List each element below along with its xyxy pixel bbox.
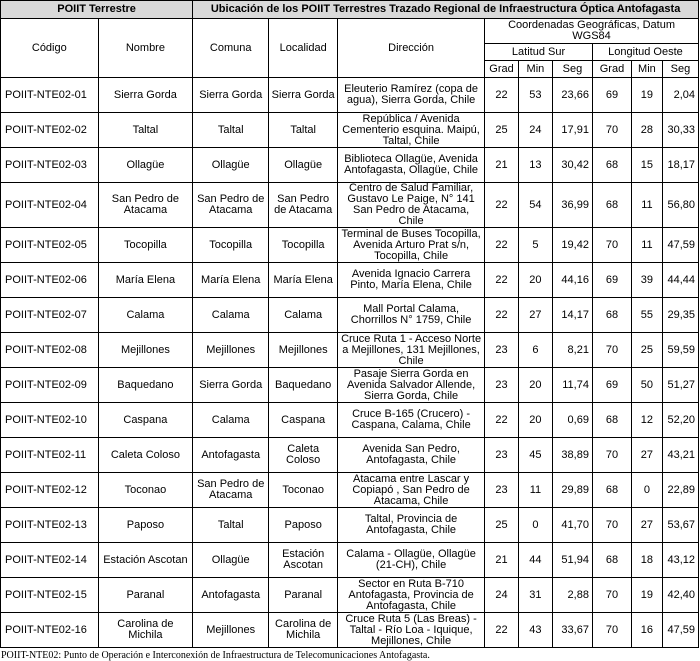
cell-localidad: María Elena xyxy=(269,263,338,298)
cell-codigo: POIIT-NTE02-13 xyxy=(1,508,99,543)
cell-lat-seg: 2,88 xyxy=(552,578,592,613)
cell-lat-min: 53 xyxy=(518,78,552,113)
cell-lat-grad: 21 xyxy=(485,543,519,578)
table-row xyxy=(1,298,699,333)
cell-localidad: Ollagüe xyxy=(269,148,338,183)
cell-lat-min: 13 xyxy=(518,148,552,183)
cell-comuna: Taltal xyxy=(193,113,269,148)
cell-lat-grad: 24 xyxy=(485,578,519,613)
cell-lat-grad: 22 xyxy=(485,613,519,648)
cell-localidad: Caleta Coloso xyxy=(269,438,338,473)
cell-direccion: Pasaje Sierra Gorda en Avenida Salvador Allende, Sierra Gorda, Chile xyxy=(338,368,485,403)
cell-nombre: Paranal xyxy=(98,578,193,613)
cell-lat-grad: 23 xyxy=(485,333,519,368)
col-codigo-header: Código xyxy=(1,19,99,78)
cell-codigo: POIIT-NTE02-01 xyxy=(1,78,99,113)
cell-lat-grad: 23 xyxy=(485,473,519,508)
cell-codigo: POIIT-NTE02-16 xyxy=(1,613,99,648)
table-row xyxy=(1,368,699,403)
cell-localidad: Paranal xyxy=(269,578,338,613)
cell-lon-min: 27 xyxy=(632,508,663,543)
cell-direccion: Atacama entre Lascar y Copiapó , San Pedro de Atacama, Chile xyxy=(338,473,485,508)
cell-lat-min: 45 xyxy=(518,438,552,473)
table-title: Ubicación de los POIIT Terrestres Trazado Regional de Infraestructura Óptica Antofagasta xyxy=(193,1,699,19)
cell-lat-seg: 51,94 xyxy=(552,543,592,578)
lon-grad-header: Grad xyxy=(592,61,631,78)
cell-lat-seg: 23,66 xyxy=(552,78,592,113)
cell-lat-min: 20 xyxy=(518,263,552,298)
poiit-terrestre-title: POIIT Terrestre xyxy=(1,1,193,19)
cell-lat-seg: 33,67 xyxy=(552,613,592,648)
cell-lon-grad: 69 xyxy=(592,263,631,298)
cell-nombre: Tocopilla xyxy=(98,228,193,263)
col-nombre-header: Nombre xyxy=(98,19,193,78)
cell-codigo: POIIT-NTE02-11 xyxy=(1,438,99,473)
cell-lon-seg: 59,59 xyxy=(662,333,698,368)
latitud-header: Latitud Sur xyxy=(485,44,593,61)
cell-direccion: Calama - Ollagüe, Ollagüe (21-CH), Chile xyxy=(338,543,485,578)
cell-direccion: Cruce Ruta 1 - Acceso Norte a Mejillones, 131 Mejillones, Chile xyxy=(338,333,485,368)
cell-lon-seg: 56,80 xyxy=(662,183,698,228)
cell-direccion: Sector en Ruta B-710 Antofagasta, Provincia de Antofagasta, Chile xyxy=(338,578,485,613)
cell-comuna: Antofagasta xyxy=(193,578,269,613)
cell-lat-grad: 25 xyxy=(485,113,519,148)
cell-lon-grad: 70 xyxy=(592,113,631,148)
cell-lat-seg: 29,89 xyxy=(552,473,592,508)
cell-direccion: Terminal de Buses Tocopilla, Avenida Arturo Prat s/n, Tocopilla, Chile xyxy=(338,228,485,263)
cell-comuna: San Pedro de Atacama xyxy=(193,183,269,228)
cell-nombre: Paposo xyxy=(98,508,193,543)
cell-lon-seg: 43,12 xyxy=(662,543,698,578)
cell-lon-seg: 22,89 xyxy=(662,473,698,508)
cell-comuna: Sierra Gorda xyxy=(193,78,269,113)
cell-lon-seg: 53,67 xyxy=(662,508,698,543)
cell-lon-min: 55 xyxy=(632,298,663,333)
cell-lon-seg: 47,59 xyxy=(662,228,698,263)
cell-nombre: Sierra Gorda xyxy=(98,78,193,113)
cell-lat-min: 44 xyxy=(518,543,552,578)
cell-lon-grad: 70 xyxy=(592,228,631,263)
table-row xyxy=(1,508,699,543)
cell-direccion: Avenida San Pedro, Antofagasta, Chile xyxy=(338,438,485,473)
cell-lon-min: 16 xyxy=(632,613,663,648)
cell-localidad: Estación Ascotan xyxy=(269,543,338,578)
cell-localidad: Carolina de Michila xyxy=(269,613,338,648)
cell-codigo: POIIT-NTE02-14 xyxy=(1,543,99,578)
cell-nombre: Mejillones xyxy=(98,333,193,368)
cell-nombre: Caleta Coloso xyxy=(98,438,193,473)
table-row xyxy=(1,543,699,578)
cell-lat-min: 11 xyxy=(518,473,552,508)
cell-lon-seg: 43,21 xyxy=(662,438,698,473)
cell-nombre: San Pedro de Atacama xyxy=(98,183,193,228)
coords-header: Coordenadas Geográficas, Datum WGS84 xyxy=(485,19,699,44)
cell-lat-min: 54 xyxy=(518,183,552,228)
cell-lon-grad: 70 xyxy=(592,578,631,613)
cell-lat-min: 31 xyxy=(518,578,552,613)
cell-comuna: Mejillones xyxy=(193,333,269,368)
cell-nombre: Carolina de Michila xyxy=(98,613,193,648)
cell-direccion: Centro de Salud Familiar, Gustavo Le Paige, N° 141 San Pedro de Atacama, Chile xyxy=(338,183,485,228)
cell-lon-seg: 2,04 xyxy=(662,78,698,113)
cell-lon-min: 15 xyxy=(632,148,663,183)
cell-lat-seg: 0,69 xyxy=(552,403,592,438)
cell-nombre: Calama xyxy=(98,298,193,333)
table-row xyxy=(1,148,699,183)
cell-lon-min: 0 xyxy=(632,473,663,508)
cell-direccion: Cruce B-165 (Crucero) - Caspana, Calama, Chile xyxy=(338,403,485,438)
cell-lon-min: 25 xyxy=(632,333,663,368)
cell-lon-grad: 70 xyxy=(592,613,631,648)
cell-lat-seg: 8,21 xyxy=(552,333,592,368)
cell-lon-seg: 29,35 xyxy=(662,298,698,333)
table-row xyxy=(1,113,699,148)
cell-lat-min: 5 xyxy=(518,228,552,263)
cell-lon-grad: 70 xyxy=(592,508,631,543)
cell-lat-grad: 22 xyxy=(485,183,519,228)
cell-lon-seg: 30,33 xyxy=(662,113,698,148)
col-localidad-header: Localidad xyxy=(269,19,338,78)
lon-min-header: Min xyxy=(632,61,663,78)
cell-lon-grad: 68 xyxy=(592,543,631,578)
cell-lat-seg: 11,74 xyxy=(552,368,592,403)
cell-comuna: Tocopilla xyxy=(193,228,269,263)
cell-lon-min: 11 xyxy=(632,228,663,263)
cell-direccion: Taltal, Provincia de Antofagasta, Chile xyxy=(338,508,485,543)
cell-lat-grad: 22 xyxy=(485,228,519,263)
cell-direccion: República / Avenida Cementerio esquina. Maipú, Taltal, Chile xyxy=(338,113,485,148)
cell-lon-seg: 42,40 xyxy=(662,578,698,613)
table-row xyxy=(1,473,699,508)
cell-comuna: Calama xyxy=(193,298,269,333)
cell-lon-min: 18 xyxy=(632,543,663,578)
cell-lat-grad: 23 xyxy=(485,438,519,473)
cell-codigo: POIIT-NTE02-04 xyxy=(1,183,99,228)
cell-lon-min: 11 xyxy=(632,183,663,228)
cell-comuna: Taltal xyxy=(193,508,269,543)
cell-lon-seg: 52,20 xyxy=(662,403,698,438)
cell-direccion: Eleuterio Ramírez (copa de agua), Sierra Gorda, Chile xyxy=(338,78,485,113)
cell-comuna: María Elena xyxy=(193,263,269,298)
cell-localidad: Caspana xyxy=(269,403,338,438)
cell-localidad: Sierra Gorda xyxy=(269,78,338,113)
cell-lat-grad: 22 xyxy=(485,78,519,113)
cell-localidad: Mejillones xyxy=(269,333,338,368)
cell-codigo: POIIT-NTE02-03 xyxy=(1,148,99,183)
cell-lat-seg: 36,99 xyxy=(552,183,592,228)
cell-lat-grad: 22 xyxy=(485,298,519,333)
table-row xyxy=(1,228,699,263)
cell-lat-grad: 21 xyxy=(485,148,519,183)
cell-lat-min: 0 xyxy=(518,508,552,543)
table-body xyxy=(1,78,699,648)
cell-lon-seg: 18,17 xyxy=(662,148,698,183)
table-row xyxy=(1,263,699,298)
cell-nombre: Estación Ascotan xyxy=(98,543,193,578)
cell-lon-grad: 68 xyxy=(592,183,631,228)
cell-lat-grad: 22 xyxy=(485,403,519,438)
cell-lat-min: 24 xyxy=(518,113,552,148)
cell-nombre: Baquedano xyxy=(98,368,193,403)
cell-lon-grad: 70 xyxy=(592,333,631,368)
cell-lat-min: 43 xyxy=(518,613,552,648)
cell-comuna: San Pedro de Atacama xyxy=(193,473,269,508)
cell-codigo: POIIT-NTE02-06 xyxy=(1,263,99,298)
cell-lon-grad: 68 xyxy=(592,403,631,438)
cell-lat-seg: 14,17 xyxy=(552,298,592,333)
cell-localidad: Taltal xyxy=(269,113,338,148)
cell-localidad: San Pedro de Atacama xyxy=(269,183,338,228)
cell-lat-min: 27 xyxy=(518,298,552,333)
table-row xyxy=(1,183,699,228)
cell-lon-min: 39 xyxy=(632,263,663,298)
table-row xyxy=(1,333,699,368)
cell-codigo: POIIT-NTE02-07 xyxy=(1,298,99,333)
table-row xyxy=(1,613,699,648)
cell-comuna: Ollagüe xyxy=(193,148,269,183)
cell-comuna: Antofagasta xyxy=(193,438,269,473)
cell-lon-min: 19 xyxy=(632,78,663,113)
cell-lon-grad: 68 xyxy=(592,148,631,183)
cell-lon-grad: 68 xyxy=(592,473,631,508)
cell-lon-grad: 69 xyxy=(592,78,631,113)
cell-direccion: Avenida Ignacio Carrera Pinto, María Elena, Chile xyxy=(338,263,485,298)
cell-nombre: Taltal xyxy=(98,113,193,148)
cell-lat-grad: 22 xyxy=(485,263,519,298)
cell-lon-grad: 70 xyxy=(592,438,631,473)
cell-nombre: Caspana xyxy=(98,403,193,438)
cell-lat-seg: 30,42 xyxy=(552,148,592,183)
cell-nombre: Toconao xyxy=(98,473,193,508)
cell-lon-min: 12 xyxy=(632,403,663,438)
cell-comuna: Calama xyxy=(193,403,269,438)
longitud-header: Longitud Oeste xyxy=(592,44,698,61)
table-row xyxy=(1,78,699,113)
cell-lat-seg: 41,70 xyxy=(552,508,592,543)
cell-lat-min: 20 xyxy=(518,368,552,403)
cell-direccion: Cruce Ruta 5 (Las Breas) - Taltal - Río Loa - Iquique, Mejillones, Chile xyxy=(338,613,485,648)
cell-lat-seg: 17,91 xyxy=(552,113,592,148)
cell-lon-min: 50 xyxy=(632,368,663,403)
cell-lat-seg: 38,89 xyxy=(552,438,592,473)
cell-direccion: Biblioteca Ollagüe, Avenida Antofagasta, Ollagüe, Chile xyxy=(338,148,485,183)
cell-codigo: POIIT-NTE02-09 xyxy=(1,368,99,403)
cell-lon-min: 28 xyxy=(632,113,663,148)
cell-nombre: María Elena xyxy=(98,263,193,298)
lat-min-header: Min xyxy=(518,61,552,78)
cell-codigo: POIIT-NTE02-12 xyxy=(1,473,99,508)
cell-lat-min: 6 xyxy=(518,333,552,368)
cell-comuna: Mejillones xyxy=(193,613,269,648)
cell-codigo: POIIT-NTE02-02 xyxy=(1,113,99,148)
cell-lat-min: 20 xyxy=(518,403,552,438)
cell-localidad: Tocopilla xyxy=(269,228,338,263)
lon-seg-header: Seg xyxy=(662,61,698,78)
cell-codigo: POIIT-NTE02-15 xyxy=(1,578,99,613)
cell-lat-grad: 23 xyxy=(485,368,519,403)
cell-codigo: POIIT-NTE02-08 xyxy=(1,333,99,368)
footnote: POIIT-NTE02: Punto de Operación e Interconexión de Infraestructura de Telecomunicaciones Antofagasta. xyxy=(1,650,430,661)
col-comuna-header: Comuna xyxy=(193,19,269,78)
cell-lon-min: 27 xyxy=(632,438,663,473)
cell-lat-seg: 19,42 xyxy=(552,228,592,263)
lat-grad-header: Grad xyxy=(485,61,519,78)
cell-nombre: Ollagüe xyxy=(98,148,193,183)
cell-lon-grad: 69 xyxy=(592,368,631,403)
cell-comuna: Ollagüe xyxy=(193,543,269,578)
cell-localidad: Toconao xyxy=(269,473,338,508)
lat-seg-header: Seg xyxy=(552,61,592,78)
cell-codigo: POIIT-NTE02-10 xyxy=(1,403,99,438)
cell-localidad: Paposo xyxy=(269,508,338,543)
cell-direccion: Mall Portal Calama, Chorrillos N° 1759, Chile xyxy=(338,298,485,333)
cell-lat-grad: 25 xyxy=(485,508,519,543)
cell-lon-seg: 44,44 xyxy=(662,263,698,298)
cell-localidad: Baquedano xyxy=(269,368,338,403)
cell-lon-grad: 68 xyxy=(592,298,631,333)
table-row xyxy=(1,578,699,613)
cell-lon-min: 19 xyxy=(632,578,663,613)
cell-comuna: Sierra Gorda xyxy=(193,368,269,403)
table-row xyxy=(1,438,699,473)
cell-localidad: Calama xyxy=(269,298,338,333)
cell-lat-seg: 44,16 xyxy=(552,263,592,298)
cell-lon-seg: 47,59 xyxy=(662,613,698,648)
cell-codigo: POIIT-NTE02-05 xyxy=(1,228,99,263)
cell-lon-seg: 51,27 xyxy=(662,368,698,403)
table-row xyxy=(1,403,699,438)
col-direccion-header: Dirección xyxy=(338,19,485,78)
